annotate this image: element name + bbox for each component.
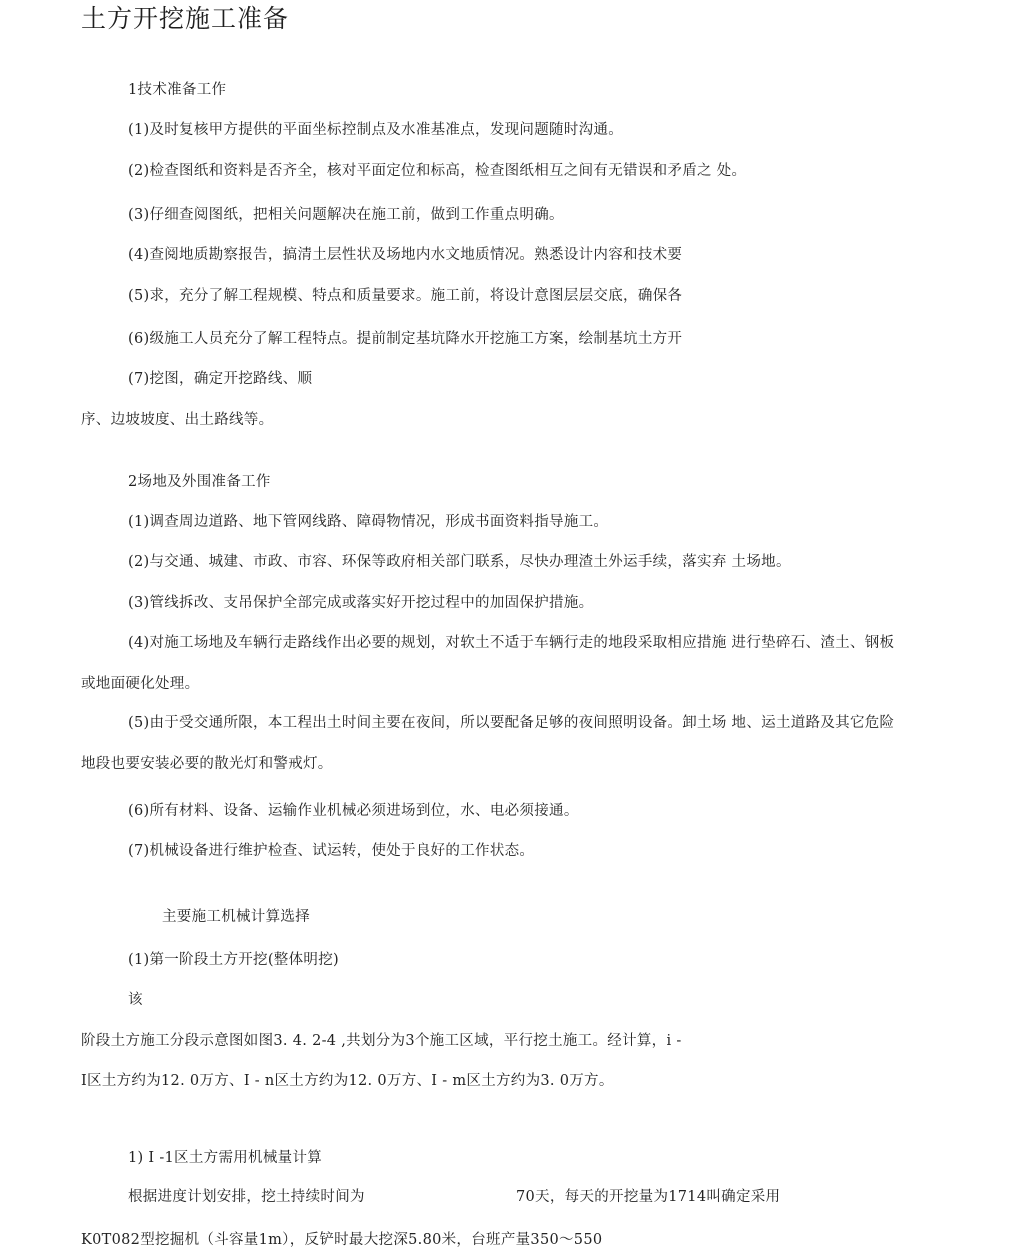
paragraph-line: 70天，每天的开挖量为1714叫确定采用 xyxy=(516,1189,781,1205)
list-item: (6)级施工人员充分了解工程特点。提前制定基坑降水开挖施工方案，绘制基坑土方开 xyxy=(128,331,683,347)
paragraph-line: K0T082型挖掘机（斗容量1m），反铲时最大挖深5.80米，台班产量350〜550 xyxy=(81,1232,603,1248)
paragraph-line: I区土方约为12. 0万方、I - n区土方约为12. 0万方、I - m区土方约为3. 0万方。 xyxy=(81,1073,614,1089)
paragraph-word: 该 xyxy=(128,992,143,1008)
paragraph-continuation: 序、边坡坡度、出土路线等。 xyxy=(81,412,274,428)
list-item: (3)仔细查阅图纸，把相关问题解决在施工前，做到工作重点明确。 xyxy=(128,207,564,223)
section-heading-machinery: 主要施工机械计算选择 xyxy=(162,909,310,925)
section-heading-site: 2场地及外围准备工作 xyxy=(128,474,271,490)
list-item: (1)调查周边道路、地下管网线路、障碍物情况，形成书面资料指导施工。 xyxy=(128,514,609,530)
section-heading-technical: 1技术准备工作 xyxy=(128,82,227,98)
subsection-heading: 1) I -1区土方需用机械量计算 xyxy=(128,1150,323,1166)
list-item: (1)及时复核甲方提供的平面坐标控制点及水准基准点，发现问题随时沟通。 xyxy=(128,122,624,138)
paragraph-continuation: 地段也要安装必要的散光灯和警戒灯。 xyxy=(81,756,333,772)
list-item: (1)第一阶段土方开挖(整体明挖) xyxy=(128,952,339,968)
list-item: (7)机械设备进行维护检查、试运转，使处于良好的工作状态。 xyxy=(128,843,535,859)
list-item: (4)查阅地质勘察报告，搞清土层性状及场地内水文地质情况。熟悉设计内容和技术要 xyxy=(128,247,683,263)
paragraph-line: 根据进度计划安排，挖土持续时间为 xyxy=(128,1189,365,1205)
list-item: (6)所有材料、设备、运输作业机械必须进场到位，水、电必须接通。 xyxy=(128,803,579,819)
list-item: (4)对施工场地及车辆行走路线作出必要的规划，对软土不适于车辆行走的地段采取相应措施 进行垫碎石、渣土、钢板 xyxy=(128,635,895,651)
list-item: (3)管线拆改、支吊保护全部完成或落实好开挖过程中的加固保护措施。 xyxy=(128,595,594,611)
list-item: (7)挖图，确定开挖路线、顺 xyxy=(128,371,313,387)
paragraph-continuation: 或地面硬化处理。 xyxy=(81,676,200,692)
list-item: (5)求，充分了解工程规模、特点和质量要求。施工前，将设计意图层层交底，确保各 xyxy=(128,288,683,304)
page-title: 土方开挖施工准备 xyxy=(81,4,290,33)
list-item: (2)检查图纸和资料是否齐全，核对平面定位和标高，检查图纸相互之间有无错误和矛盾之 处。 xyxy=(128,163,747,179)
paragraph-line: 阶段土方施工分段示意图如图3. 4. 2-4 ,共划分为3个施工区域，平行挖土施工。经计算，i - xyxy=(81,1033,682,1049)
list-item: (2)与交通、城建、市政、市容、环保等政府相关部门联系，尽快办理渣土外运手续，落实弃 土场地。 xyxy=(128,554,791,570)
list-item: (5)由于受交通所限，本工程出土时间主要在夜间，所以要配备足够的夜间照明设备。卸土场 地、运土道路及其它危险 xyxy=(128,715,895,731)
